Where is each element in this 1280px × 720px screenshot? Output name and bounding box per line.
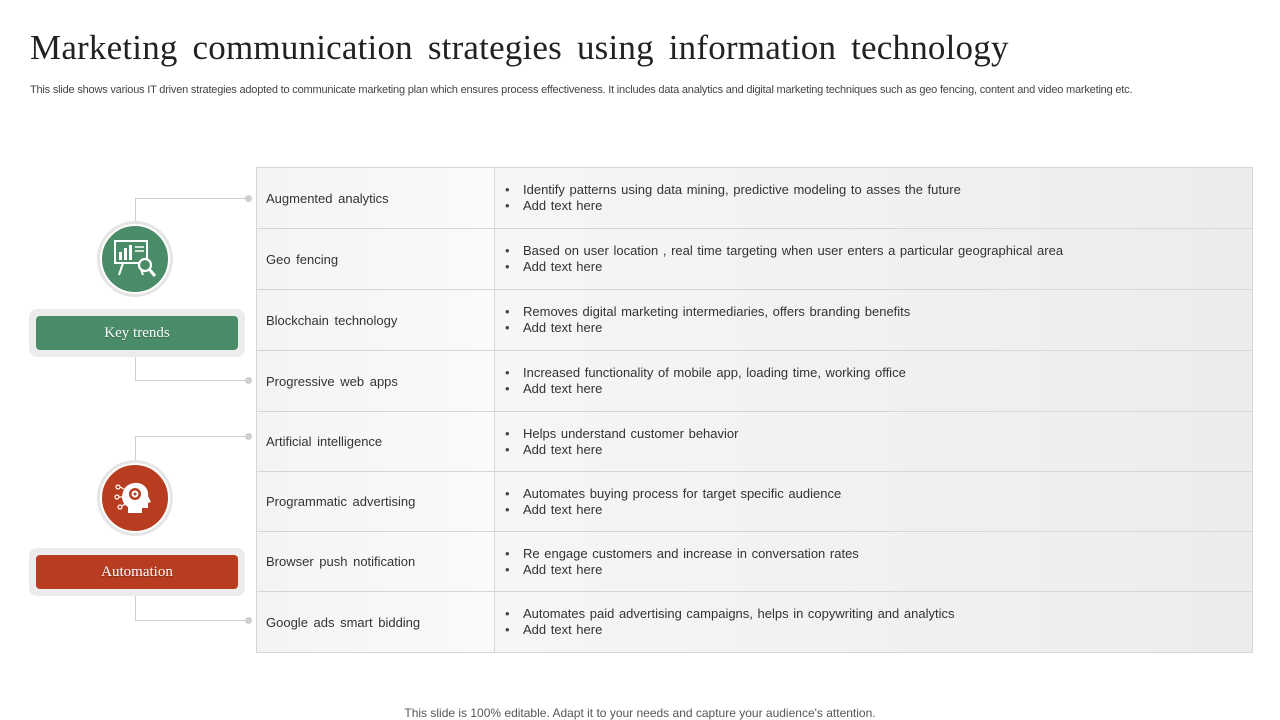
key-trends-label: Key trends [36,316,238,350]
bullet-item: • Automates paid advertising campaigns, helps in copywriting and analytics [505,606,1252,622]
table-row [257,168,1252,229]
strategy-name: Progressive web apps [257,351,495,411]
bullet-item: • Re engage customers and increase in conversation rates [505,546,1252,562]
table-row [257,229,1252,290]
slide-footer: This slide is 100% editable. Adapt it to your needs and capture your audience's attention. [404,706,876,720]
bullet-item: • Add text here [505,442,1252,458]
bullet-item: • Add text here [505,198,1252,214]
table-row [257,412,1252,472]
bullet-item: • Add text here [505,320,1252,336]
automation-icon-circle [97,460,173,536]
connector-dot [245,617,252,624]
key-trends-icon-badge [100,224,170,294]
bullet-item: • Add text here [505,259,1252,275]
strategy-description [495,290,1252,350]
slide-title: Marketing communication strategies using information technology [30,28,1009,67]
strategy-description [495,472,1252,531]
strategy-description [495,592,1252,652]
automation-icon-badge [100,463,170,533]
strategy-description [495,229,1252,289]
bullet-item: • Add text here [505,502,1252,518]
strategy-name: Blockchain technology [257,290,495,350]
table-row [257,351,1252,412]
table-row [257,472,1252,532]
bullet-item: • Add text here [505,622,1252,638]
strategy-description [495,351,1252,411]
automation-label-frame [29,548,245,596]
connector-dot [245,377,252,384]
strategy-description [495,412,1252,471]
bullet-item: • Identify patterns using data mining, predictive modeling to asses the future [505,182,1252,198]
table-row [257,290,1252,351]
strategy-description [495,532,1252,591]
connector-line [135,357,249,381]
strategies-table [256,167,1253,653]
bullet-item: • Increased functionality of mobile app, loading time, working office [505,365,1252,381]
head-gear-icon [114,477,156,519]
connector-line [135,596,249,621]
key-trends-icon-circle [97,221,173,297]
connector-dot [245,433,252,440]
automation-label: Automation [36,555,238,589]
strategy-name: Browser push notification [257,532,495,591]
strategy-name: Geo fencing [257,229,495,289]
bullet-item: • Add text here [505,381,1252,397]
strategy-name: Programmatic advertising [257,472,495,531]
bullet-item: • Add text here [505,562,1252,578]
table-row [257,532,1252,592]
key-trends-label-frame [29,309,245,357]
bullet-item: • Automates buying process for target specific audience [505,486,1252,502]
strategy-description [495,168,1252,228]
bullet-item: • Helps understand customer behavior [505,426,1252,442]
strategy-name: Artificial intelligence [257,412,495,471]
connector-line [135,436,249,461]
bullet-item: • Based on user location , real time targeting when user enters a particular geographical area [505,243,1252,259]
strategy-name: Google ads smart bidding [257,592,495,652]
bullet-item: • Removes digital marketing intermediaries, offers branding benefits [505,304,1252,320]
analytics-chart-magnifier-icon [113,239,157,279]
table-row [257,592,1252,653]
slide-subtitle: This slide shows various IT driven strategies adopted to communicate marketing plan which ensures process effectiveness. It includes data analytics and digital marketing techniques such as geo fencing, content and video marketing etc. [30,84,1133,96]
strategy-name: Augmented analytics [257,168,495,228]
connector-line [135,198,249,222]
connector-dot [245,195,252,202]
